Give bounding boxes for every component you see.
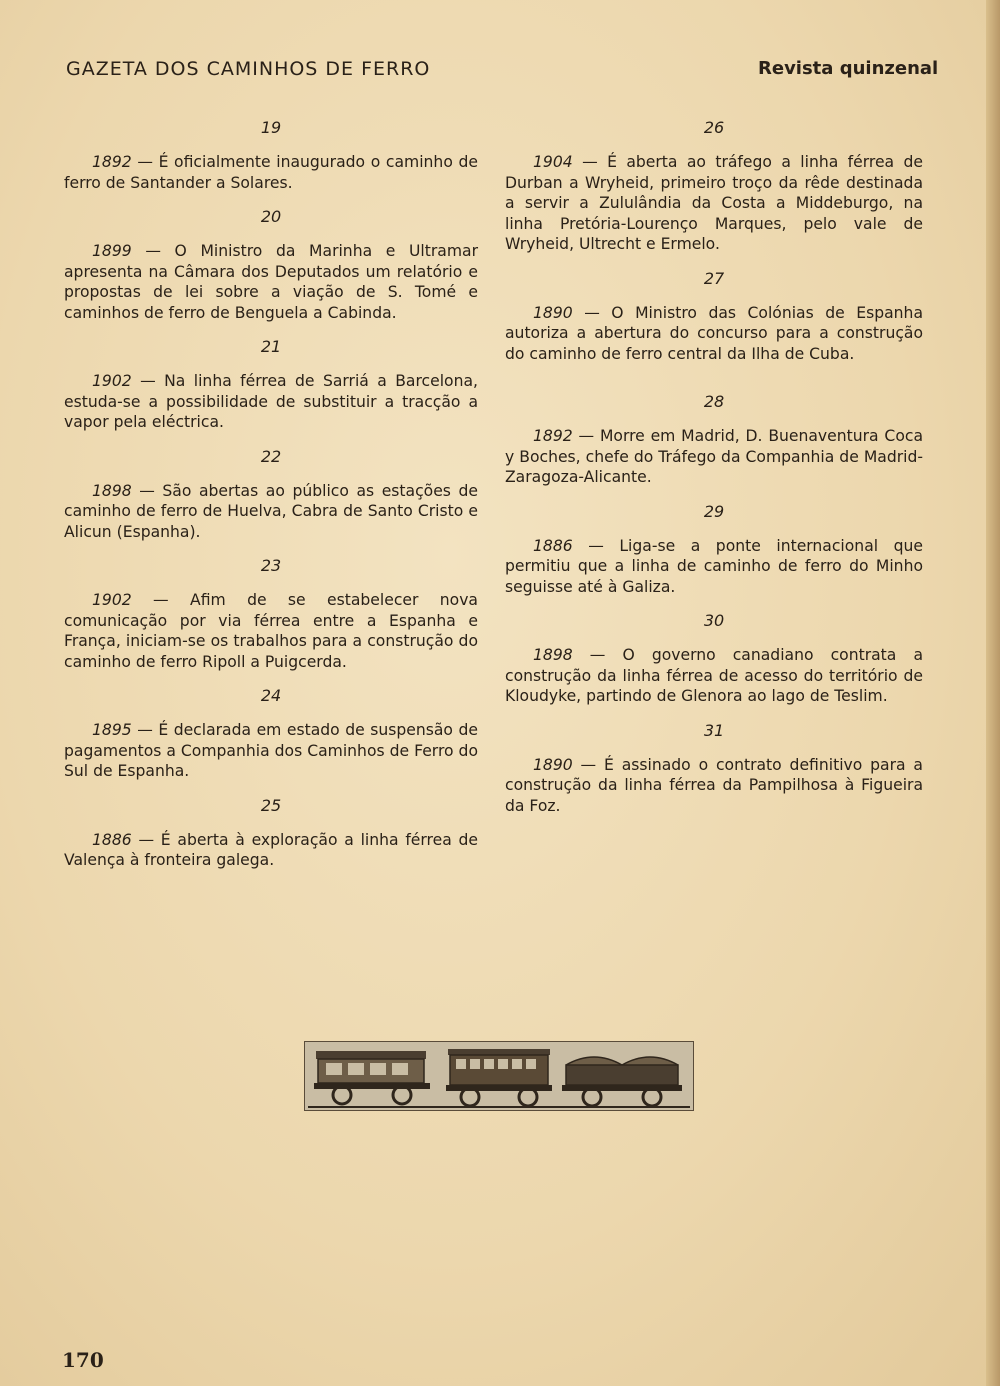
page-number: 170 <box>62 1348 104 1372</box>
entry-text: — Morre em Madrid, D. Buenaventura Coca y Boches, chefe do Tráfego da Companhia de Madrid-Zaragoza-Alicante. <box>505 427 923 486</box>
train-carriages-icon <box>304 1041 694 1111</box>
chronology-entry <box>505 645 923 707</box>
chronology-entry <box>64 481 478 543</box>
entry-text: — É declarada em estado de suspensão de pagamentos a Companhia dos Caminhos de Ferro do Sul de Espanha. <box>64 721 478 780</box>
entry-text: — Afim de se estabelecer nova comunicação por via férrea entre a Espanha e França, iniciam-se os trabalhos para a construção do caminho de ferro Ripoll a Puigcerda. <box>64 591 478 671</box>
entry-year: 1890 <box>533 755 573 774</box>
day-heading: 24 <box>260 686 282 705</box>
chronology-entry <box>64 830 478 871</box>
entry-text: — O Ministro da Marinha e Ultramar apresenta na Câmara dos Deputados um relatório e propostas de lei sobre a viação de S. Tomé e caminhos de ferro de Benguela a Cabinda. <box>64 242 478 322</box>
entry-year: 1902 <box>92 372 132 390</box>
chronology-entry <box>64 152 478 193</box>
chronology-entry <box>505 152 923 255</box>
day-heading: 19 <box>260 118 282 137</box>
day-heading: 27 <box>703 268 725 288</box>
day-heading: 21 <box>260 337 282 356</box>
entry-text: — O Ministro das Colónias de Espanha autoriza a abertura do concurso para a construção do caminho de ferro central da Ilha de Cuba. <box>505 303 923 363</box>
day-heading: 26 <box>703 118 725 137</box>
entry-year: 1892 <box>92 153 132 171</box>
entry-year: 1892 <box>533 427 573 445</box>
entry-text: — É aberta ao tráfego a linha férrea de Durban a Wryheid, primeiro troço da rêde destinada a servir a Zululândia da Costa a Middeburgo, na linha Pretória-Lourenço Marques, pelo vale de Wryheid, Ultrecht e Ermelo. <box>505 153 923 253</box>
chronology-entry <box>505 536 923 598</box>
publication-title: GAZETA DOS CAMINHOS DE FERRO <box>66 58 431 80</box>
chronology-entry <box>64 241 478 323</box>
entry-text: — É assinado o contrato definitivo para a construção da linha férrea da Pampilhosa à Figueira da Foz. <box>505 755 923 815</box>
entry-year: 1898 <box>533 646 573 664</box>
entry-text: — É oficialmente inaugurado o caminho de ferro de Santander a Solares. <box>64 153 478 192</box>
day-heading: 25 <box>260 795 282 815</box>
entry-year: 1902 <box>92 591 132 609</box>
day-heading: 20 <box>260 207 282 226</box>
publication-subtitle: Revista quinzenal <box>758 58 939 79</box>
entry-year: 1898 <box>92 481 132 500</box>
chronology-entry <box>505 755 923 817</box>
page-edge <box>986 0 1000 1386</box>
day-heading: 23 <box>260 556 282 575</box>
day-heading: 28 <box>703 392 725 411</box>
day-heading: 22 <box>260 446 282 466</box>
chronology-entry <box>505 426 923 488</box>
day-heading: 29 <box>703 501 725 521</box>
entry-text: — O governo canadiano contrata a construção da linha férrea de acesso do território de Kloudyke, partindo de Glenora ao lago de Teslim. <box>505 646 923 705</box>
left-column <box>64 118 478 885</box>
chronology-entry <box>64 371 478 433</box>
right-column <box>505 118 923 830</box>
day-heading: 30 <box>703 611 725 630</box>
entry-text: — São abertas ao público as estações de caminho de ferro de Huelva, Cabra de Santo Cristo e Alicun (Espanha). <box>64 481 478 541</box>
day-heading: 31 <box>703 720 725 740</box>
entry-year: 1890 <box>533 303 573 322</box>
entry-year: 1899 <box>92 242 132 260</box>
chronology-entry <box>64 720 478 782</box>
chronology-entry <box>64 590 478 672</box>
entry-year: 1904 <box>533 153 573 171</box>
entry-text: — Na linha férrea de Sarriá a Barcelona, estuda-se a possibilidade de substituir a tracção a vapor pela eléctrica. <box>64 372 478 431</box>
entry-text: — É aberta à exploração a linha férrea de Valença à fronteira galega. <box>64 830 478 869</box>
entry-year: 1895 <box>92 721 132 739</box>
entry-text: — Liga-se a ponte internacional que permitiu que a linha de caminho de ferro do Minho seguisse até à Galiza. <box>505 536 923 596</box>
chronology-entry <box>505 303 923 365</box>
entry-year: 1886 <box>92 830 132 849</box>
entry-year: 1886 <box>533 536 573 555</box>
